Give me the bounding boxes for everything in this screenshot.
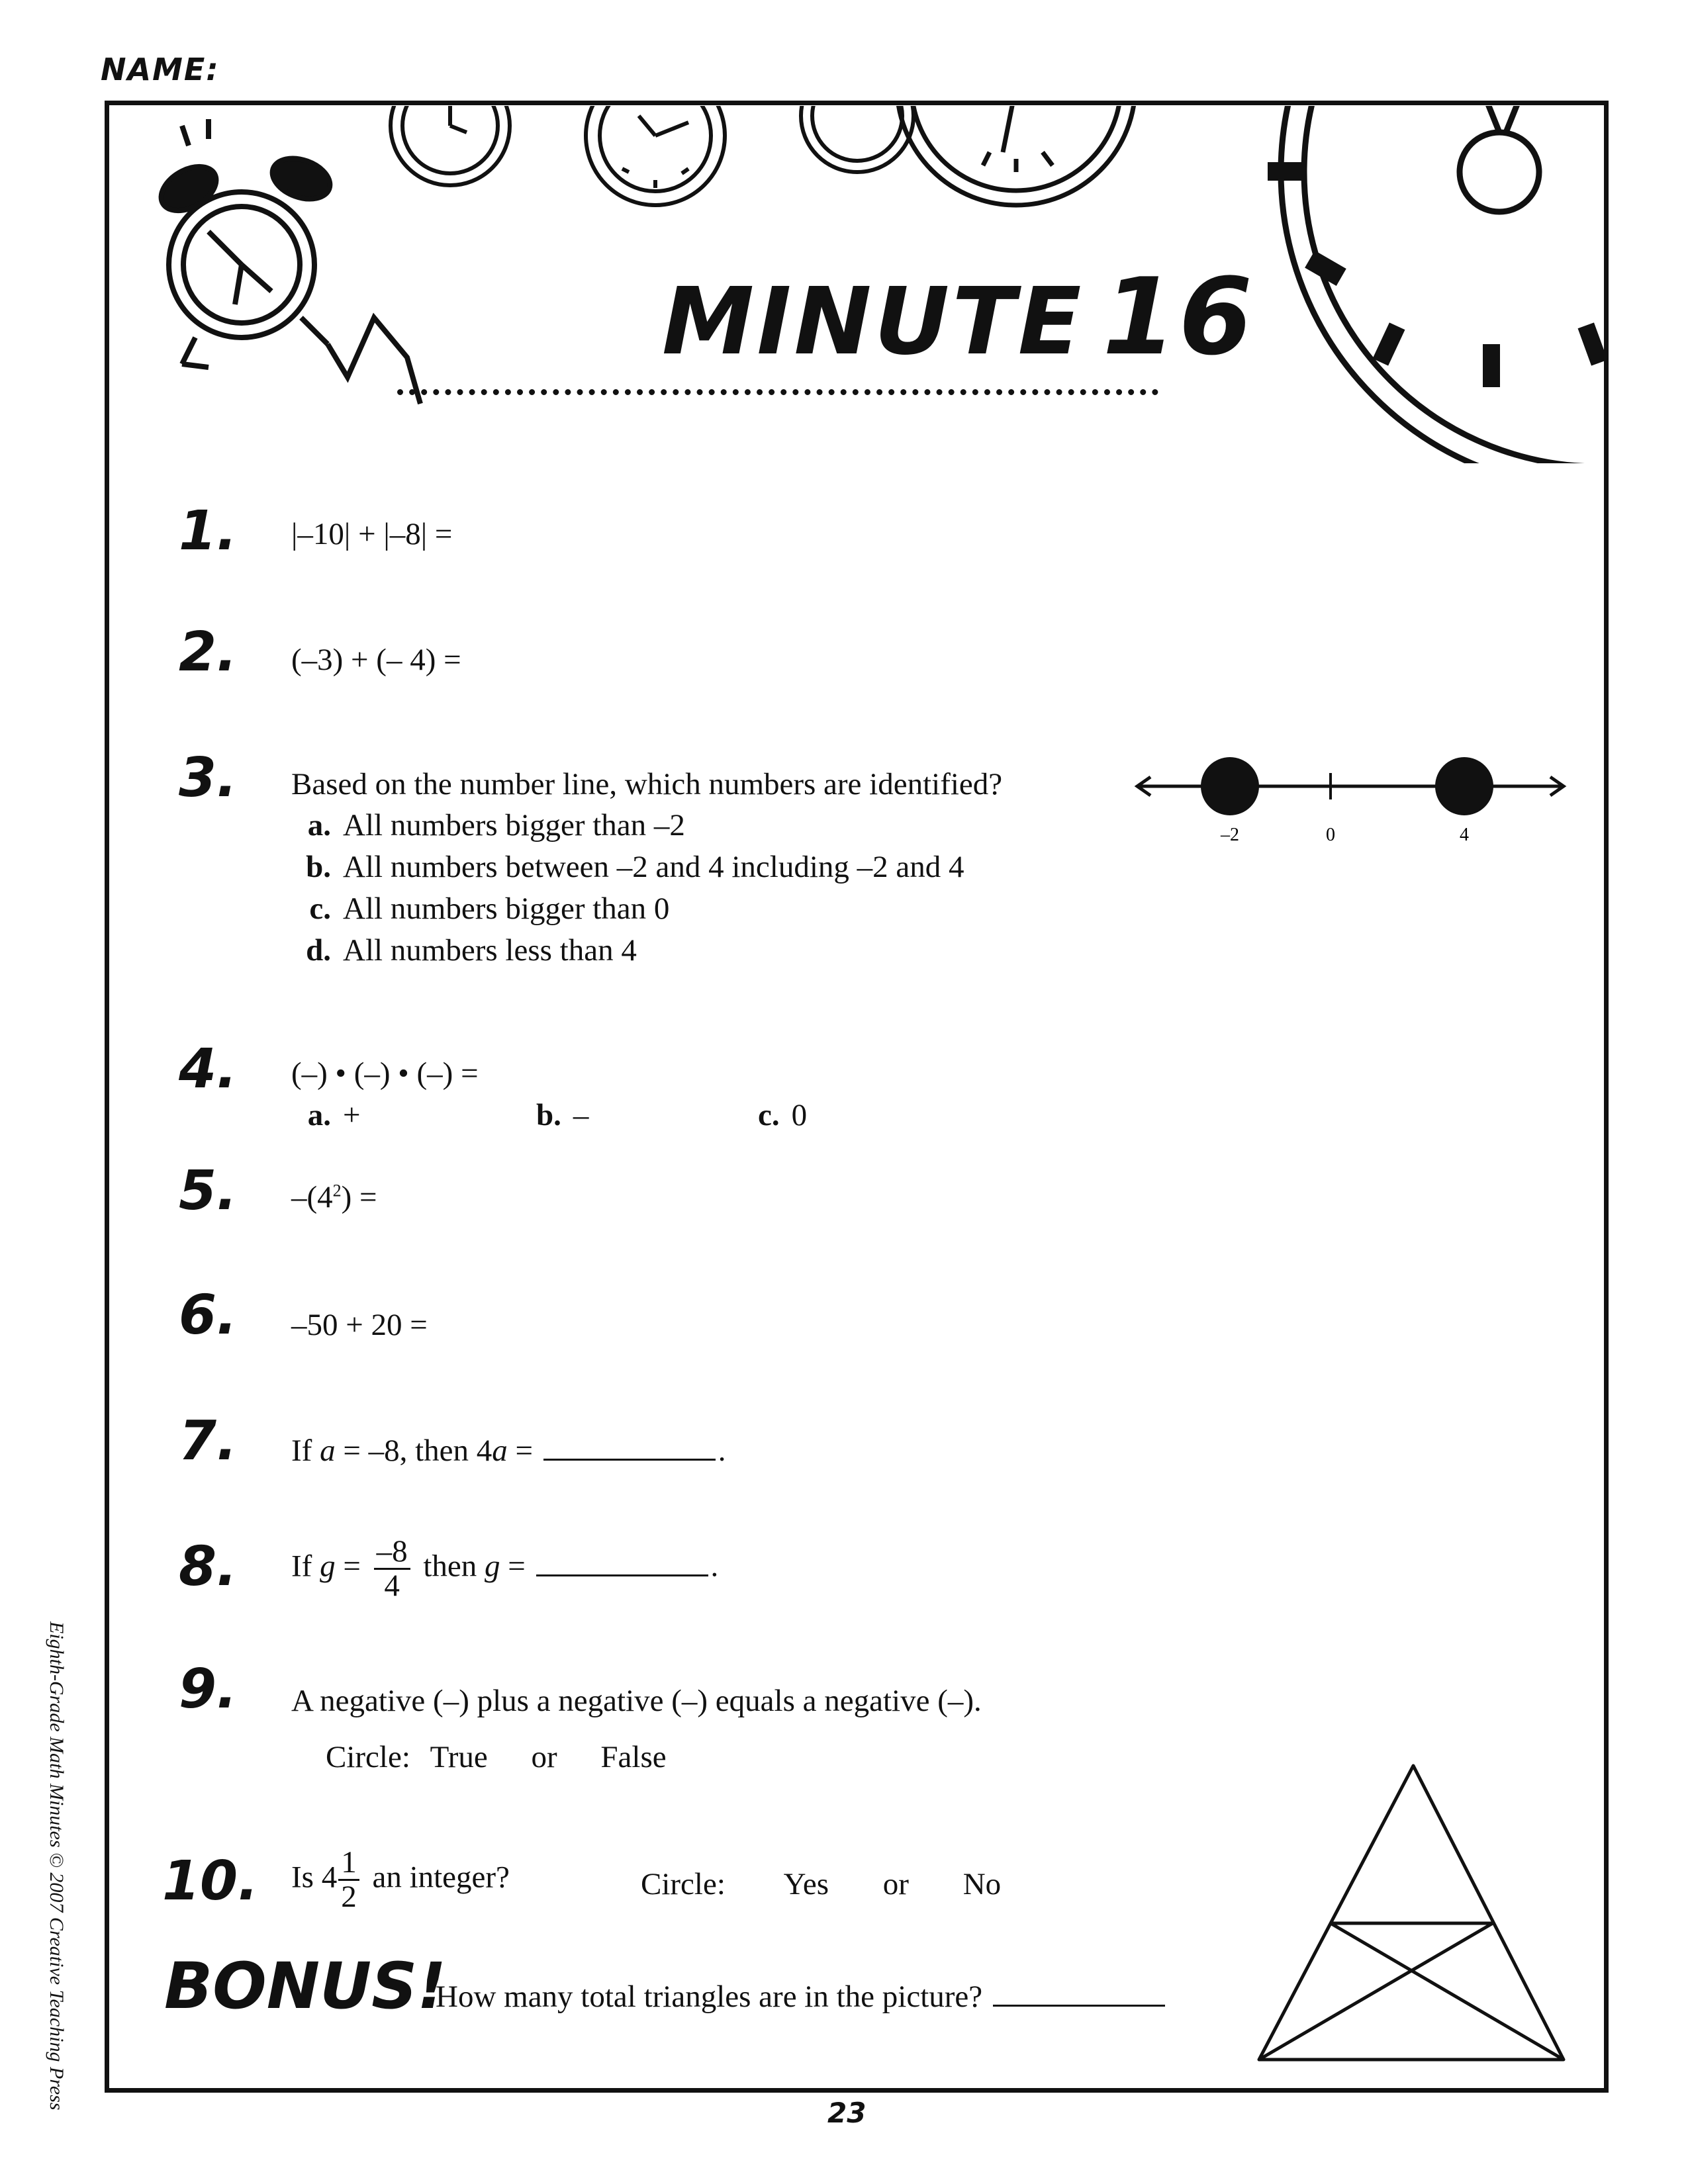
question-1-number: 1. [179, 500, 238, 563]
question-10-choices: Circle: Yes or No [641, 1867, 1002, 1901]
number-line-point-b [1435, 757, 1493, 815]
question-6-text: –50 + 20 = [291, 1308, 428, 1342]
question-3-option-d: d. All numbers less than 4 [306, 933, 637, 968]
question-5-number: 5. [179, 1160, 238, 1222]
question-6-number: 6. [179, 1284, 238, 1347]
question-9-text: A negative (–) plus a negative (–) equals a negative (–). [291, 1684, 982, 1718]
side-credit: Eighth-Grade Math Minutes © 2007 Creative Teaching Press [46, 1621, 68, 2111]
question-3-option-b: b. All numbers between –2 and 4 including –2 and 4 [306, 850, 964, 884]
question-7-text: If a = –8, then 4a = . [291, 1433, 726, 1468]
question-1-text: |–10| + |–8| = [291, 517, 453, 551]
question-4-option-a: a. + [307, 1098, 361, 1132]
small-clock-icon [801, 106, 914, 172]
small-clock-icon [586, 106, 725, 205]
bonus-text: How many total triangles are in the picture? [436, 1979, 1168, 2015]
question-4-option-c: c. 0 [758, 1098, 808, 1132]
choice-true[interactable]: True [430, 1740, 488, 1774]
question-3-number: 3. [179, 747, 238, 809]
question-10-number: 10. [162, 1850, 259, 1913]
page-title [662, 255, 1255, 379]
title-word: MINUTE [662, 268, 1084, 376]
question-4-option-b: b. – [536, 1098, 589, 1132]
name-label: NAME: [101, 52, 220, 87]
question-4-text: (–) • (–) • (–) = [291, 1056, 479, 1091]
bonus-label: BONUS! [164, 1949, 446, 2023]
fraction: $\frac{1}{2}$ [338, 1846, 359, 1914]
question-9-choices: Circle: True or False [326, 1740, 667, 1774]
alarm-clock-icon [154, 119, 420, 404]
question-9-number: 9. [179, 1658, 238, 1721]
question-3-option-a: a. All numbers bigger than –2 [307, 808, 685, 842]
fraction: $\frac{-8}{4}$ [374, 1535, 410, 1603]
choice-false[interactable]: False [600, 1740, 667, 1774]
question-4-number: 4. [179, 1038, 238, 1101]
answer-blank[interactable] [536, 1574, 708, 1576]
choice-no[interactable]: No [962, 1867, 1002, 1901]
page-number: 23 [827, 2097, 867, 2129]
question-5-text: $-(4^2)$ = [291, 1180, 377, 1214]
large-clock-icon [1281, 106, 1605, 463]
question-2-text: (–3) + (– 4) = [291, 643, 461, 677]
question-3-option-c: c. All numbers bigger than 0 [309, 891, 670, 926]
answer-blank[interactable] [993, 2004, 1165, 2007]
triangle-figure [1251, 1754, 1582, 2071]
question-2-number: 2. [179, 621, 238, 684]
title-dotted-rule [397, 389, 1158, 395]
small-clock-icon [391, 106, 510, 185]
number-line-point-a [1201, 757, 1259, 815]
question-7-number: 7. [179, 1410, 238, 1473]
number-line [1125, 754, 1575, 854]
number-line-label-b: 0 [1326, 825, 1335, 845]
question-8-text: If g = $\frac{-8}{4}$ then g = . [291, 1534, 719, 1604]
question-10-text: Is 4 $\frac{1}{2}$ an integer? [291, 1845, 510, 1915]
number-line-label-a: –2 [1221, 825, 1239, 845]
title-number: 16 [1102, 255, 1256, 379]
question-3-text: Based on the number line, which numbers are identified? [291, 767, 1003, 801]
answer-blank[interactable] [543, 1458, 716, 1461]
exponent: 2 [332, 1181, 342, 1201]
number-line-label-c: 4 [1460, 825, 1469, 845]
medium-clock-icon [897, 106, 1135, 205]
question-8-number: 8. [179, 1535, 238, 1598]
choice-yes[interactable]: Yes [783, 1867, 829, 1901]
